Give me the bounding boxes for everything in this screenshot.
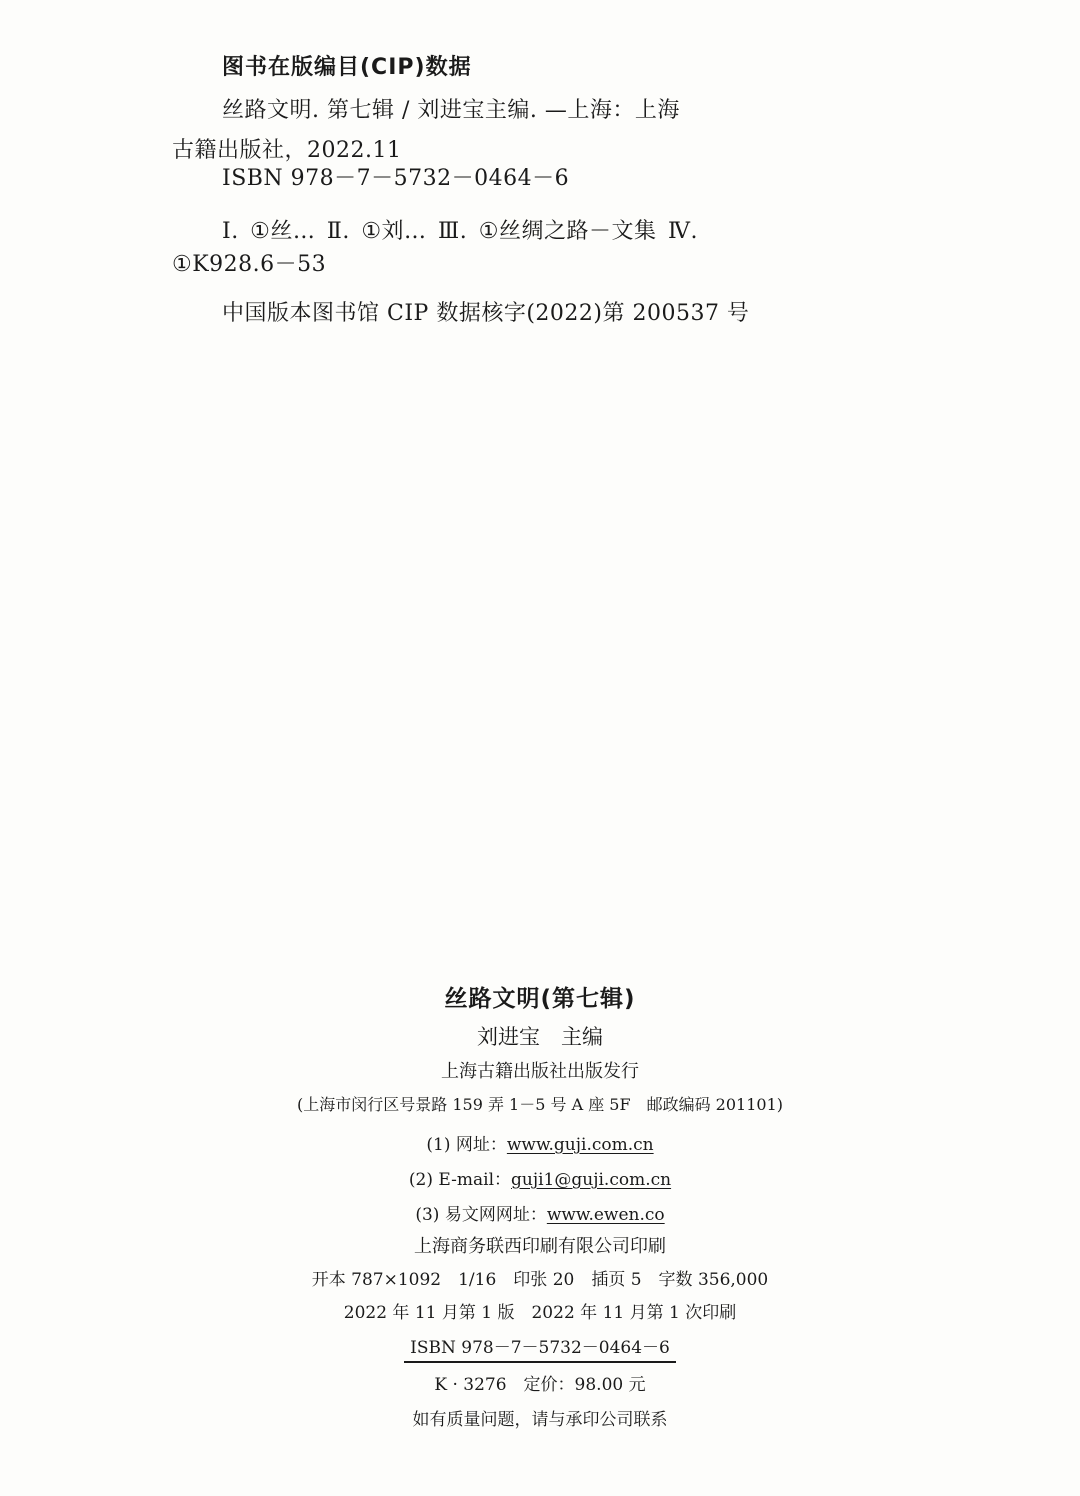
email-label: (2) E-mail： — [408, 1170, 512, 1190]
cip-line-title: 丝路文明. 第七辑 / 刘进宝主编. —上海：上海 — [222, 98, 680, 123]
cip-heading: 图书在版编目(CIP)数据 — [222, 55, 472, 80]
email-link[interactable]: guji1@guji.com.cn — [511, 1170, 672, 1190]
ewen-line — [0, 1200, 1080, 1225]
format-specs: 开本 787×1092 1/16 印张 20 插页 5 字数 356,000 — [311, 1270, 769, 1290]
cip-line-classification-code: ①K928.6－53 — [172, 252, 327, 277]
quality-notice: 如有质量问题，请与承印公司联系 — [412, 1410, 668, 1430]
website-link[interactable]: www.guji.com.cn — [506, 1135, 654, 1155]
cip-line-publisher: 古籍出版社，2022.11 — [172, 138, 402, 163]
cip-line-isbn: ISBN 978－7－5732－0464－6 — [222, 166, 570, 191]
publisher-line: 上海古籍出版社出版发行 — [441, 1061, 639, 1082]
edition-line: 2022 年 11 月第 1 版 2022 年 11 月第 1 次印刷 — [343, 1303, 737, 1323]
website-line — [0, 1130, 1080, 1155]
isbn-number: ISBN 978－7－5732－0464－6 — [404, 1333, 676, 1363]
publisher-address: (上海市闵行区号景路 159 弄 1－5 号 A 座 5F 邮政编码 201101) — [297, 1095, 783, 1114]
price-line: K · 3276 定价：98.00 元 — [434, 1375, 646, 1395]
ewen-link[interactable]: www.ewen.co — [546, 1205, 665, 1225]
isbn-line — [0, 1333, 1080, 1363]
ewen-label: (3) 易文网网址： — [415, 1205, 547, 1225]
cip-line-registration-number: 中国版本图书馆 CIP 数据核字(2022)第 200537 号 — [222, 301, 750, 326]
email-line — [0, 1165, 1080, 1190]
cip-line-classification: Ⅰ. ①丝… Ⅱ. ①刘… Ⅲ. ①丝绸之路－文集 Ⅳ. — [222, 219, 698, 244]
printer-line: 上海商务联西印刷有限公司印刷 — [414, 1236, 666, 1257]
book-title: 丝路文明(第七辑) — [444, 986, 636, 1012]
editor-line: 刘进宝 主编 — [477, 1025, 603, 1049]
website-label: (1) 网址： — [426, 1135, 507, 1155]
